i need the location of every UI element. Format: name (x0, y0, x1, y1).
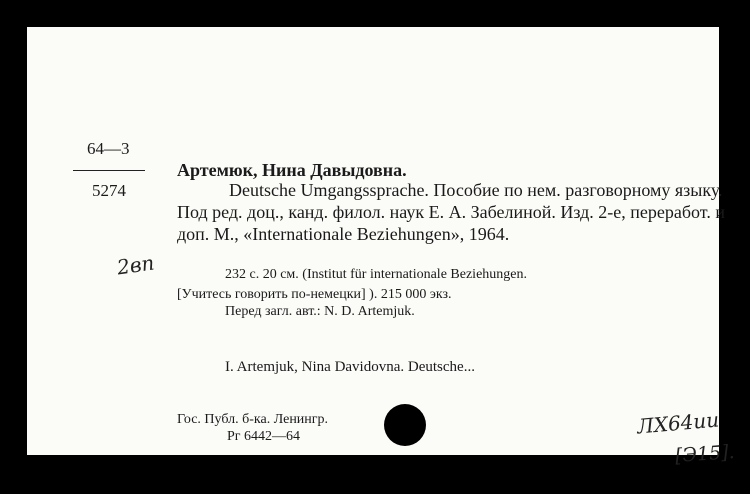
shelf-number-divider (73, 170, 145, 171)
title-text: Deutsche Umgangssprache. Пособие по нем. разговорному языку. Под ред. доц., канд. филол. наук Е. А. Забелиной. Изд. 2-е, переработ. и доп. М., «Internationale Beziehungen», 1964. (177, 180, 725, 244)
punch-hole (384, 404, 426, 446)
handwritten-note-right-top: ЛХ64ии (636, 407, 721, 439)
shelf-number-bottom: 5274 (92, 181, 126, 200)
shelf-number-top: 64—3 (87, 139, 130, 158)
library-stamp: Гос. Публ. б-ка. Ленингр. (177, 412, 329, 427)
transliteration-note: Перед загл. авт.: N. D. Artemjuk. (225, 304, 415, 319)
series-line: [Учитесь говорить по-немецки] ). 215 000 экз. (177, 287, 452, 302)
collation-line: 232 с. 20 см. (Institut für internationale Beziehungen. (225, 267, 527, 282)
title-paragraph (177, 179, 732, 245)
catalog-card (27, 27, 736, 468)
author-heading: Артемюк, Нина Давыдовна. (177, 160, 407, 180)
order-number: Рг 6442—64 (227, 429, 301, 444)
tracing-line: I. Artemjuk, Nina Davidovna. Deutsche... (225, 359, 475, 375)
handwritten-note-left: 2вп (115, 250, 156, 280)
handwritten-note-right-bottom: [Э15]. (674, 440, 736, 468)
